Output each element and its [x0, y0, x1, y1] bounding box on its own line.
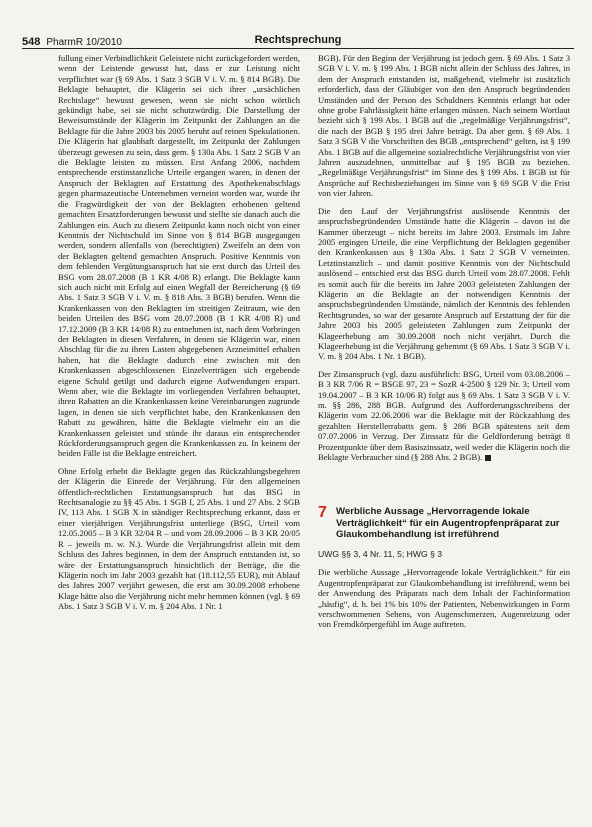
case-title: Werbliche Aussage „Hervorragende lokale Verträglichkeit“ für ein Augentropfenpräparat zur Glaukombehandlung ist irreführend [336, 506, 560, 541]
case-heading [318, 506, 570, 541]
paragraph: Ohne Erfolg erhebt die Beklagte gegen das Rückzahlungsbegehren der Klägerin die Einrede der Verjährung. Für den allgemeinen öffentlich-rechtlichen Erstattungsanspruch hat das BSG in Rechtsanalogie zu §§ 45 Abs. 1 SGB I, 25 Abs. 1 und 27 Abs. 2 SGB IV, 113 Abs. 1 SGB X in ständiger Rechtsprechung erkannt, dass er einer vierjährigen Verjährungsfrist unterliege (BSG, Urteil vom 12.05.2005 – B 3 KR 32/04 R – und vom 28.09.2006 – B 3 KR 20/05 R – jeweils m. w. N.). Wurde die Verjährungsfrist allein mit dem Schluss des Jahres beginnen, in dem der Anspruch entstanden ist, so wäre der Erstattungsanspruch hinsichtlich der Beträge, die die Klägerin noch im Jahr 2003 gezahlt hat (18.112,55 EUR), mit Ablauf des Jahres 2007 verjährt gewesen, die erst am 30.09.2008 erhobene Klage hätte also die Verjährung nicht mehr hemmen können (vgl. § 69 Abs. 1 Satz 3 SGB V i. V. m. § 204 Abs. 1 Nr. 1 [58, 465, 300, 612]
case-number: 7 [318, 504, 327, 522]
case-leitsatz: Die werbliche Aussage „Hervorragende lokale Verträglichkeit.“ für ein Augentropfenpräparat zur Glaukombehandlung ist irreführend, wenn bei der Anwendung des Präparats nach dem Inhalt der Fachinformation „häufig“, d. h. bei 1% bis 10% der Patienten, Nebenwirkungen in Form verschwommenen Sehens, von Augenschmerzen, Augenreizung oder von Fremdkörpergefühl im Auge auftreten. [318, 567, 570, 630]
right-column [318, 53, 570, 637]
end-of-article-square-icon [485, 455, 491, 461]
paragraph-text: Der Zinsanspruch (vgl. dazu ausführlich: BSG, Urteil vom 03.08.2006 – B 3 KR 7/06 R = BSGE 97, 23 = SozR 4-2500 § 129 Nr. 3; Urteil vom 19.04.2007 – B 3 KR 10/06 R) folgt aus § 69 Abs. 1 Satz 3 SGB V i. V. m. §§ 286, 288 BGB. Aufgrund des Aufforderungsschreibens der Klägerin vom 22.06.2006 war die Beklagte mit der Rückzahlung des gezahlten Herstellerrabatts gem. § 286 BGB spätestens seit dem 07.07.2006 in Verzug. Der Zinssatz für die Geldforderung beträgt 8 Prozentpunkte über dem Basiszinssatz, weil weder die Klägerin noch die Beklagte Verbraucher sind (§ 288 Abs. 2 BGB). [318, 368, 570, 463]
page-number: 548 [22, 36, 41, 48]
left-column [58, 53, 300, 619]
page-header [22, 26, 574, 49]
case-laws: UWG §§ 3, 4 Nr. 11, 5; HWG § 3 [318, 548, 443, 559]
section-title: Rechtsprechung [254, 34, 342, 46]
paragraph: Die den Lauf der Verjährungsfrist auslösende Kenntnis der anspruchsbegründenden Umstände hatte die Klägerin – davon ist die Kammer überzeugt – nicht bereits im Jahre 2003. Erstmals im Jahre 2005 ergingen Urteile, die eine Verpflichtung der Beklagten gegenüber den Krankenkassen aus § 130a Abs. 1 Satz 2 SGB V verneinten. Letztinstanzlich – und damit positive Kenntnis von der Nichtschuld auslösend – entschied erst das BSG durch Urteil vom 28.07.2008. Fehlt es somit auch für die bereits im Jahre 2003 geleisteten Zahlungen der Klägerin an die Beklagte an der notwendigen Kenntnis der anspruchsbegründenden Umstände, nämlich der Kenntnis des fehlenden Rechtsgrundes, so war der gesamte Anspruch auf Erstattung der für die Jahre 2003 bis 2005 geleisteten Zahlungen zum Zeitpunkt der Klageerhebung am 30.09.2008 noch nicht verjährt. Durch die Klageerhebung ist die Verjährung gehemmt (§ 69 Abs. 1 Satz 3 SGB V i. V. m. § 204 Abs. 1 Nr. 1 BGB). [318, 205, 570, 362]
journal-name: PharmR 10/2010 [46, 37, 122, 48]
paragraph [318, 369, 570, 463]
paragraph: fullung einer Verbindlichkeit Geleistete nicht zurückgefordert werden, wenn der Leistende gewusst hat, dass er zur Leistung nicht verpflichtet war (§ 69 Abs. 1 Satz 3 SGB V i. V. m. § 814 BGB). Die Beklagte behauptet, die Klägerin sei sich ihrer „ursächlichen Rechtslage“ bewusst gewesen, wenn sie nicht schon wörtlich gekündigt habe, sei sie nicht schutzwürdig. Die Darstellung der Beweisumstände der Klägerin im Zeitpunkt der Zahlungen an die Beklagte für die Jahre 2003 bis 2005 beruht auf reinen Spekulationen. Die Klägerin hat glaubhaft dargestellt, im Zeitpunkt der Zahlungen überzeugt gewesen zu sein, dass gem. § 130a Abs. 1 Satz 2 SGB V an die Beklagte leisten zu müssen. Erst Anfang 2006, nachdem entsprechende erstinstanzliche Urteile ergangen waren, in denen der Anspruch der Beklagten auf Erstattung des Apothekenabschlags gegen pharmazeutische Unternehmen verneint worden war, wurde ihr die Fragwürdigkeit der von der Beklagten erhobenen geltend gemachten Ersatzforderungen bewusst und stellte sie danach auch die Zahlungen ein. Auch zu diesem Zeitpunkt kann noch nicht von einer Kenntnis der Nichtschuld im Sinne von § 814 BGB ausgegangen werden, sondern allenfalls von (berechtigten) Zweifeln an dem von der Beklagten geltend gemachten Anspruch. Positive Kenntnis von dem fehlenden Vergütungsanspruch hat sie erst durch das Urteil des BSG vom 28.07.2008 (B 1 KR 4/08 R) erlangt. Die Beklagte kann sich auch nicht mit Erfolg auf einen Wegfall der Bereicherung (§ 69 Abs. 1 Satz 3 SGB V i. V. m. § 818 Abs. 3 BGB) berufen. Wenn die Krankenkassen von den Beklagten im streitigen Zeitraum, wie den beiden Urteilen des BSG vom 28.07.2008 (B 1 KR 4/08 R) und 17.12.2009 (B 3 KR 14/08 R) zu entnehmen ist, nach dem Vorbringen der Beklagten in diesen Verfahren, in denen sie Klägerin war, einen Abschlag für die zu ihren Lasten abgegebenen Arzneimittel erhalten haben, hat die Beklagte dadurch eine zwischen mit den Krankenkassen abgeschlossenen Einzelverträgen sich ergebende eigene Schuld getilgt und dadurch eigene Aufwendungen erspart. Wenn aber, wie die Beklagte im vorliegenden Verfahren behauptet, ihren Rabatten an die Krankenkassen keine Vereinbarungen zugrunde lagen, in denen sie sich verpflichtet habe, den Krankenkassen den Rabatt zu gewähren, hätte die Beklagte vielmehr ein an die Krankenkassen geleistet und stünde ihr daraus ein entsprechender Rückforderungsanspruch gegen die Krankenkassen zu. In keinem der beiden Fälle ist die Beklagte entreichert. [58, 53, 300, 459]
paragraph: BGB). Für den Beginn der Verjährung ist jedoch gem. § 69 Abs. 1 Satz 3 SGB V i. V. m. § 199 Abs. 1 BGB nicht allein der Schluss des Jahres, in dem der Anspruch entstanden ist, maßgebend, vielmehr ist zusätzlich erforderlich, dass der Gläubiger von den den Anspruch begründenden Umständen und der Person des Schuldners Kenntnis erlangt hat oder ohne grobe Fahrlässigkeit hätte erlangen müssen. Nach seinem Wortlaut bezieht sich § 199 Abs. 1 BGB auf die „regelmäßige Verjährungsfrist“, die nach der BGB § 195 drei Jahre beträgt. Da aber gem. § 69 Abs. 1 Satz 3 SGB V die Vorschriften des BGB „entsprechend“ gelten, ist § 199 Abs. 1 BGB auf die allgemeine sozialrechtliche Verjährungsfrist von vier Jahren auszudehnen, unmittelbar auf § 195 BGB zu beziehen. „Regelmäßige Verjährungsfrist“ im Sinne des § 199 Abs. 1 BGB ist für Ansprüche auf Rechtsbeziehungen im Sinne von § 69 SGB V die Frist von vier Jahren. [318, 53, 570, 199]
